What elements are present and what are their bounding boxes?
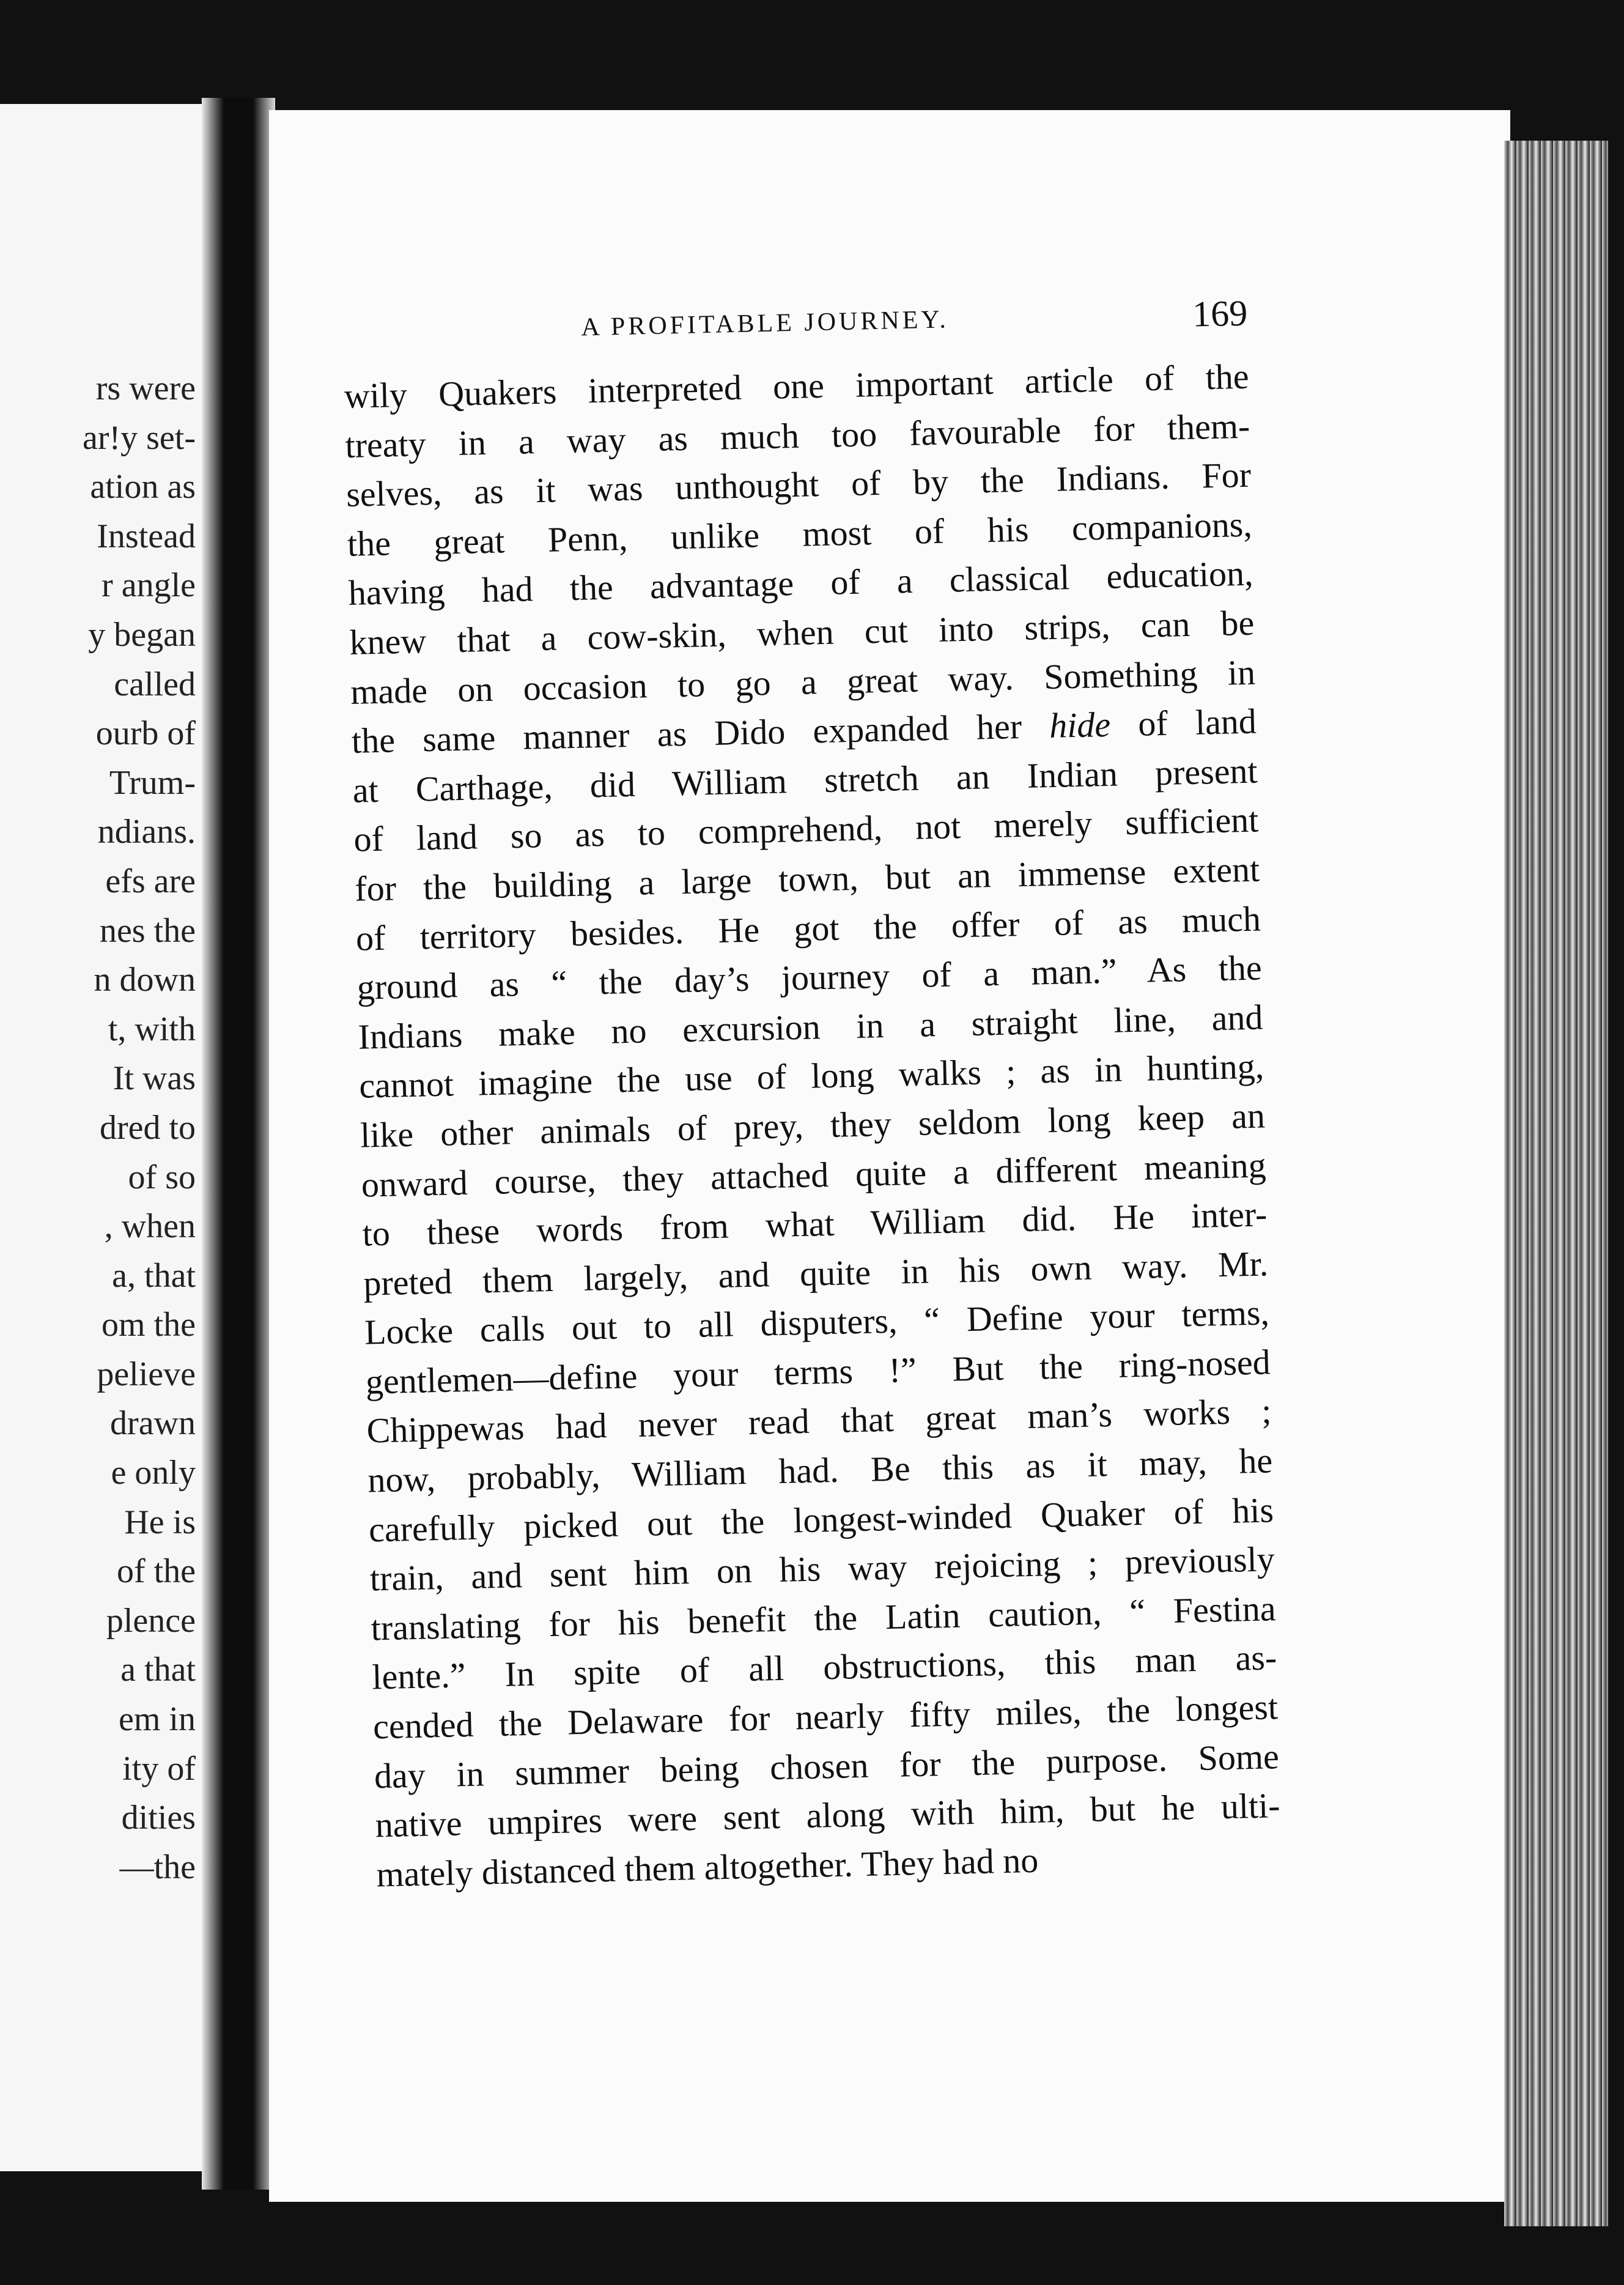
text-line: of land so as to comprehend, not merely sufficient	[353, 799, 1259, 860]
text-line: treaty in a way as much too favourable for them-	[344, 406, 1250, 465]
text-line: knew that a cow-skin, when cut into strips, can be	[349, 602, 1255, 662]
facing-page-line: of so	[128, 1158, 196, 1196]
facing-page-line: Instead	[97, 517, 196, 555]
facing-page-line: nes the	[99, 911, 196, 950]
facing-page-line: t, with	[108, 1010, 196, 1048]
facing-page-line: , when	[104, 1207, 196, 1246]
facing-page-line: r angle	[102, 566, 196, 605]
facing-page-line: a that	[120, 1651, 196, 1689]
facing-page-line: e only	[111, 1454, 196, 1492]
italic-word: hide	[1049, 704, 1111, 746]
facing-page-line: of the	[116, 1552, 196, 1591]
facing-page-line: It was	[113, 1059, 196, 1098]
text-line: gentlemen—define your terms !” But the ring-nosed	[365, 1342, 1271, 1402]
text-line: selves, as it was unthought of by the Indians. For	[345, 454, 1252, 515]
text-line: native umpires were sent along with him, but he ulti-	[375, 1785, 1281, 1845]
facing-page-line: ndians.	[97, 813, 196, 851]
facing-page-line: ation as	[90, 468, 196, 506]
facing-page-left	[0, 104, 202, 2171]
text-line: now, probably, William had. Be this as it may, he	[367, 1440, 1273, 1500]
facing-page-line: ity of	[122, 1749, 196, 1788]
page-fore-edge	[1504, 141, 1608, 2226]
text-line: onward course, they attached quite a different meaning	[361, 1144, 1267, 1205]
text-line: carefully picked out the longest-winded Quaker of his	[368, 1489, 1274, 1550]
text-line: cannot imagine the use of long walks ; as in hunting,	[358, 1046, 1264, 1106]
text-line: of territory besides. He got the offer of as much	[355, 898, 1261, 958]
text-line: wily Quakers interpreted one important article of the	[344, 356, 1250, 416]
facing-page-line: dred to	[99, 1108, 196, 1147]
text-line: having had the advantage of a classical education,	[348, 553, 1254, 613]
text-line: preted them largely, and quite in his own way. Mr.	[363, 1243, 1269, 1303]
facing-page-line: a, that	[112, 1256, 196, 1295]
facing-page-line: n down	[94, 961, 196, 999]
text-line: train, and sent him on his way rejoicing ; previously	[369, 1539, 1275, 1599]
text-line: the same manner as Dido expanded her hide of land	[351, 701, 1257, 761]
facing-page-line: pelieve	[97, 1355, 196, 1393]
book-gutter	[202, 98, 275, 2190]
running-title: A PROFITABLE JOURNEY.	[580, 305, 950, 342]
facing-page-text	[83, 364, 196, 1892]
facing-page-line: ar!y set-	[82, 418, 196, 457]
text-line: ground as “ the day’s journey of a man.” As the	[356, 947, 1263, 1007]
text-line: day in summer being chosen for the purpose. Some	[374, 1736, 1280, 1796]
text-line: Locke calls out to all disputers, “ Define your terms,	[364, 1292, 1270, 1352]
text-line: translating for his benefit the Latin caution, “ Festina	[371, 1588, 1277, 1648]
body-text	[344, 352, 1282, 1900]
facing-page-line: Trum-	[109, 763, 196, 802]
facing-page-line: rs were	[95, 369, 196, 407]
text-line: lente.” In spite of all obstructions, this man as-	[371, 1637, 1277, 1697]
text-line: at Carthage, did William stretch an Indian present	[352, 750, 1258, 810]
facing-page-line: called	[114, 665, 196, 703]
text-line: made on occasion to go a great way. Something in	[350, 652, 1256, 712]
page-text-block	[342, 292, 1282, 1900]
facing-page-line: He is	[124, 1503, 196, 1541]
text-line: cended the Delaware for nearly fifty miles, the longest	[372, 1687, 1279, 1747]
facing-page-line: efs are	[105, 862, 196, 900]
text-line: to these words from what William did. He inter-	[361, 1194, 1268, 1254]
text-line: mately distanced them altogether. They had no	[375, 1840, 1039, 1895]
facing-page-line: y began	[88, 615, 196, 654]
facing-page-line: drawn	[110, 1404, 196, 1443]
facing-page-line: em in	[119, 1700, 196, 1739]
text-line: Chippewas had never read that great man’s works ;	[366, 1391, 1272, 1451]
text-line: Indians make no excursion in a straight line, and	[357, 997, 1263, 1057]
facing-page-line: om the	[102, 1306, 196, 1344]
text-line: the great Penn, unlike most of his companions,	[347, 504, 1253, 564]
page-number: 169	[1192, 292, 1248, 335]
facing-page-line: ourb of	[95, 714, 196, 753]
facing-page-line: —the	[119, 1848, 196, 1886]
facing-page-line: plence	[106, 1601, 196, 1640]
text-line: for the building a large town, but an immense extent	[354, 849, 1260, 909]
facing-page-line: dities	[121, 1799, 196, 1837]
text-line: like other animals of prey, they seldom long keep an	[360, 1095, 1266, 1155]
